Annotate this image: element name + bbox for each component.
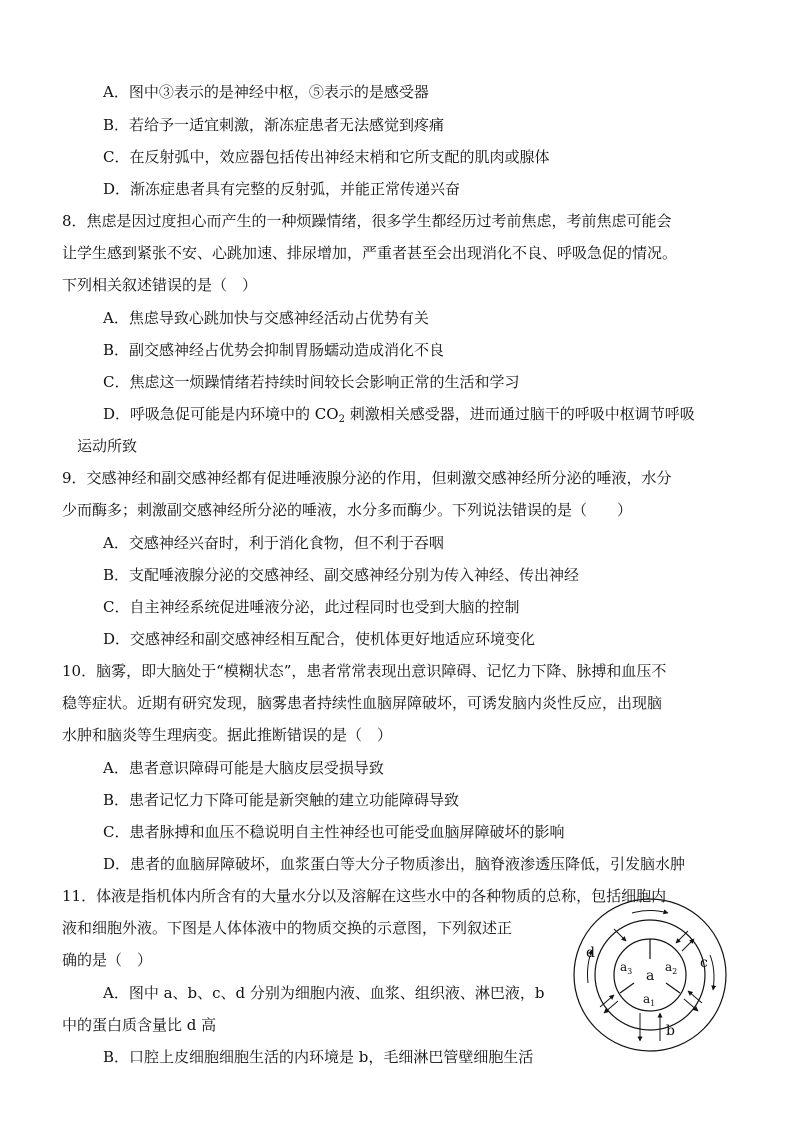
q8-option-d-text-2: 刺激相关感受器，进而通过脑干的呼吸中枢调节呼吸	[344, 405, 695, 423]
q9-option-d: D．交感神经和副交感神经相互配合，使机体更好地适应环境变化	[103, 630, 536, 648]
q9-option-c: C．自主神经系统促进唾液分泌，此过程同时也受到大脑的控制	[103, 598, 520, 616]
label-a1	[643, 992, 655, 1008]
q8-option-d-continuation: 运动所致	[77, 437, 138, 455]
q8-option-d	[103, 404, 695, 424]
q8-option-c: C．焦虑这一烦躁情绪若持续时间较长会影响正常的生活和学习	[103, 373, 520, 391]
q11-stem-line-3: 确的是（ ）	[62, 951, 153, 969]
arrow-d-to-a3	[614, 929, 626, 941]
q9-stem-line-2: 少而酶多；刺激副交感神经所分泌的唾液，水分多而酶少。下列说法错误的是（ ）	[62, 501, 633, 519]
q8-stem-line-1: 8．焦虑是因过度担心而产生的一种烦躁情绪，很多学生都经历过考前焦虑，考前焦虑可能会	[62, 212, 672, 230]
co2-subscript: 2	[338, 414, 345, 425]
q11-stem-line-1: 11．体液是指机体内所含有的大量水分以及溶解在这些水中的各种物质的总称，包括细胞内	[62, 887, 667, 905]
q11-option-a-line-2: 中的蛋白质含量比 d 高	[62, 1016, 217, 1034]
q10-stem-line-2: 稳等症状。近期有研究发现，脑雾患者持续性血脑屏障破坏，可诱发脑内炎性反应，出现脑	[62, 694, 663, 712]
q11-stem-line-2: 液和细胞外液。下图是人体体液中的物质交换的示意图，下列叙述正	[62, 919, 513, 937]
q9-option-a: A．交感神经兴奋时，利于消化食物，但不利于吞咽	[103, 534, 444, 552]
q8-option-b: B．副交感神经占优势会抑制胃肠蠕动造成消化不良	[103, 341, 445, 359]
q11-option-b: B．口腔上皮细胞细胞生活的内环境是 b，毛细淋巴管壁细胞生活	[103, 1048, 534, 1066]
label-center-a: a	[646, 968, 655, 984]
q8-stem-line-3: 下列相关叙述错误的是（ ）	[62, 276, 258, 294]
divider-right	[666, 983, 680, 993]
q10-option-a: A．患者意识障碍可能是大脑皮层受损导致	[103, 759, 384, 777]
label-a1-letter: a	[643, 992, 651, 1006]
q10-option-b: B．患者记忆力下降可能是新突触的建立功能障碍导致	[103, 791, 460, 809]
q8-option-d-text-1: D．呼吸急促可能是内环境中的 CO	[103, 405, 339, 423]
label-a1-sub: 1	[650, 999, 656, 1008]
q10-option-c: C．患者脉搏和血压不稳说明自主性神经也可能受血脑屏障破坏的影响	[103, 823, 565, 841]
arrow-c-to-a2	[676, 931, 688, 943]
label-b: b	[666, 1023, 675, 1039]
q10-option-d: D．患者的血脑屏障破坏，血浆蛋白等大分子物质渗出，脑脊液渗透压降低，引发脑水肿	[103, 855, 686, 873]
q9-option-b: B．支配唾液腺分泌的交感神经、副交感神经分别为传入神经、传出神经	[103, 566, 580, 584]
q8-option-a: A．焦虑导致心跳加快与交感神经活动占优势有关	[103, 309, 429, 327]
arrow-a2-to-c	[682, 939, 694, 951]
label-a2-sub: 2	[672, 967, 678, 976]
arrow-outer-right	[710, 955, 714, 990]
label-c: c	[700, 955, 708, 971]
q11-option-a-line-1: A．图中 a、b、c、d 分别为细胞内液、血浆、组织液、淋巴液，b	[103, 984, 545, 1002]
label-a2	[665, 960, 677, 976]
label-a3-letter: a	[620, 960, 628, 974]
arrow-outer-top	[632, 911, 668, 914]
q8-stem-line-2: 让学生感到紧张不安、心跳加速、排尿增加，严重者甚至会出现消化不良、呼吸急促的情况。	[62, 244, 678, 262]
arrow-a3-to-b	[604, 1001, 618, 1013]
q7-option-b: B．若给予一适宜刺激，渐冻症患者无法感觉到疼痛	[103, 116, 445, 134]
label-a3	[620, 960, 632, 976]
body-fluid-exchange-diagram	[570, 895, 730, 1055]
q7-option-d: D．渐冻症患者具有完整的反射弧，并能正常传递兴奋	[103, 180, 461, 198]
q10-stem-line-1: 10．脑雾，即大脑处于“模糊状态”，患者常常表现出意识障碍、记忆力下降、脉搏和血压不	[62, 662, 667, 680]
q9-stem-line-1: 9．交感神经和副交感神经都有促进唾液腺分泌的作用，但刺激交感神经所分泌的唾液，水分	[62, 469, 672, 487]
label-d: d	[586, 945, 595, 961]
label-a3-sub: 3	[627, 967, 633, 976]
q7-option-c: C．在反射弧中，效应器包括传出神经末梢和它所支配的肌肉或腺体	[103, 148, 550, 166]
q10-stem-line-3: 水肿和脑炎等生理病变。据此推断错误的是（ ）	[62, 726, 393, 744]
label-a2-letter: a	[665, 960, 673, 974]
divider-left	[620, 983, 634, 993]
q7-option-a: A．图中③表示的是神经中枢，⑤表示的是感受器	[103, 83, 429, 101]
